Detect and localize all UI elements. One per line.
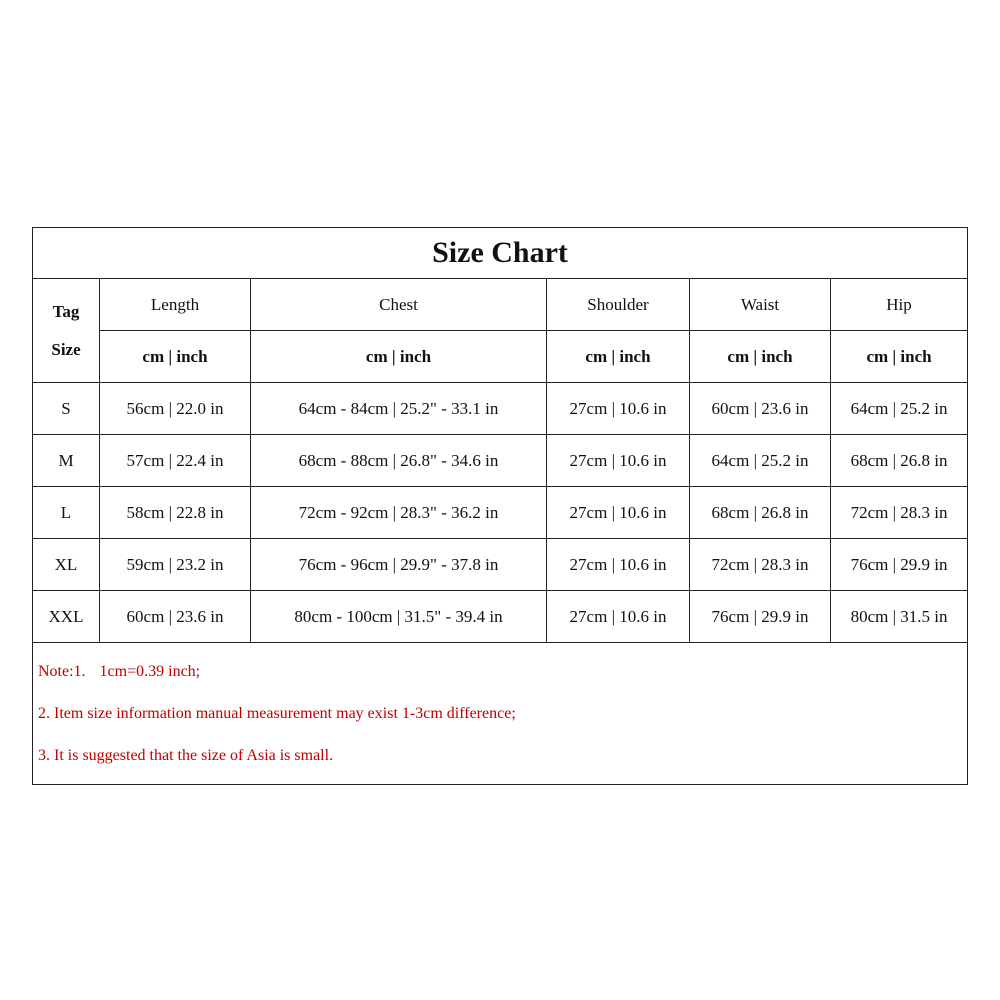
- length-cell: 59cm | 23.2 in: [100, 539, 251, 591]
- note-line-3: 3. It is suggested that the size of Asia is small.: [38, 747, 334, 764]
- size-cell: XXL: [33, 591, 100, 643]
- waist-cell: 68cm | 26.8 in: [690, 487, 831, 539]
- length-cell: 58cm | 22.8 in: [100, 487, 251, 539]
- table-row: [33, 435, 968, 487]
- waist-cell: 60cm | 23.6 in: [690, 383, 831, 435]
- chest-cell: 76cm - 96cm | 29.9" - 37.8 in: [251, 539, 547, 591]
- unit-label-hip: cm | inch: [831, 331, 968, 383]
- size-cell: S: [33, 383, 100, 435]
- length-cell: 56cm | 22.0 in: [100, 383, 251, 435]
- column-header-length: Length: [100, 279, 251, 331]
- tag-size-header: [33, 279, 100, 383]
- size-cell: L: [33, 487, 100, 539]
- table-row: [33, 539, 968, 591]
- column-header-waist: Waist: [690, 279, 831, 331]
- hip-cell: 64cm | 25.2 in: [831, 383, 968, 435]
- waist-cell: 64cm | 25.2 in: [690, 435, 831, 487]
- length-cell: 60cm | 23.6 in: [100, 591, 251, 643]
- unit-label-waist: cm | inch: [690, 331, 831, 383]
- column-header-chest: Chest: [251, 279, 547, 331]
- size-cell: XL: [33, 539, 100, 591]
- waist-cell: 72cm | 28.3 in: [690, 539, 831, 591]
- table-row: [33, 383, 968, 435]
- hip-cell: 80cm | 31.5 in: [831, 591, 968, 643]
- chest-cell: 64cm - 84cm | 25.2" - 33.1 in: [251, 383, 547, 435]
- note-line-1: [38, 651, 967, 693]
- shoulder-cell: 27cm | 10.6 in: [547, 539, 690, 591]
- note-1-text: 1cm=0.39 inch;: [99, 663, 201, 680]
- unit-label-length: cm | inch: [100, 331, 251, 383]
- tag-label: Tag: [52, 301, 80, 321]
- size-cell: M: [33, 435, 100, 487]
- note-1-prefix: Note:1.: [38, 663, 86, 680]
- hip-cell: 72cm | 28.3 in: [831, 487, 968, 539]
- shoulder-cell: 27cm | 10.6 in: [547, 591, 690, 643]
- chest-cell: 68cm - 88cm | 26.8" - 34.6 in: [251, 435, 547, 487]
- unit-label-shoulder: cm | inch: [547, 331, 690, 383]
- notes-section: [33, 643, 968, 785]
- chart-title: Size Chart: [33, 228, 968, 279]
- chest-cell: 80cm - 100cm | 31.5" - 39.4 in: [251, 591, 547, 643]
- column-header-shoulder: Shoulder: [547, 279, 690, 331]
- shoulder-cell: 27cm | 10.6 in: [547, 487, 690, 539]
- shoulder-cell: 27cm | 10.6 in: [547, 383, 690, 435]
- table-row: [33, 487, 968, 539]
- size-chart-table: [32, 227, 968, 785]
- size-label: Size: [51, 339, 81, 359]
- hip-cell: 68cm | 26.8 in: [831, 435, 968, 487]
- waist-cell: 76cm | 29.9 in: [690, 591, 831, 643]
- column-header-hip: Hip: [831, 279, 968, 331]
- note-line-2: 2. Item size information manual measurement may exist 1-3cm difference;: [38, 705, 516, 722]
- unit-label-chest: cm | inch: [251, 331, 547, 383]
- table-row: [33, 591, 968, 643]
- chest-cell: 72cm - 92cm | 28.3" - 36.2 in: [251, 487, 547, 539]
- hip-cell: 76cm | 29.9 in: [831, 539, 968, 591]
- shoulder-cell: 27cm | 10.6 in: [547, 435, 690, 487]
- length-cell: 57cm | 22.4 in: [100, 435, 251, 487]
